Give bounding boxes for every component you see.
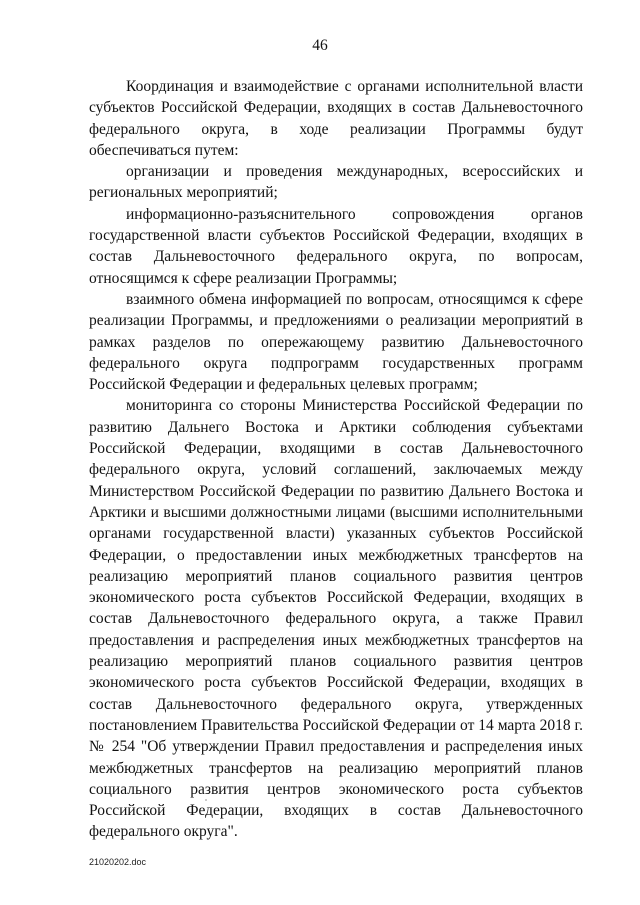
paragraph-information-support: информационно-разъяснительного сопровождения органов государственной власти субъектов Российской Федерации, входящих в состав Дальневосточного федерального округа, по вопросам, относящимся к сфере реализации Программы; [89,205,583,287]
document-body [89,76,583,843]
footer-filename: 21020202.doc [89,857,147,867]
scan-speck [205,799,207,801]
page-number: 46 [312,37,328,54]
paragraph-information-exchange: взаимного обмена информацией по вопросам, относящимся к сфере реализации Программы, и предложениями о реализации мероприятий в рамках разделов по опережающему развитию Дальневосточного федерального округа подпрограмм государственных программ Российской Федерации и федеральных целевых программ; [89,290,583,394]
paragraph-events: организации и проведения международных, всероссийских и региональных мероприятий; [89,163,583,202]
paragraph-monitoring: мониторинга со стороны Министерства Российской Федерации по развитию Дальнего Востока и Арктики соблюдения субъектами Российской Федерации, входящими в состав Дальневосточного федерального округа, условий соглашений, заключаемых между Министерством Российской Федерации по развитию Дальнего Востока и Арктики и высшими должностными лицами (высшими исполнительными органами государственной власти) указанных субъектов Российской Федерации, о предоставлении иных межбюджетных трансфертов на реализацию мероприятий планов социального развития центров экономического роста субъектов Российской Федерации, входящих в состав Дальневосточного федерального округа, а также Правил предоставления и распределения иных межбюджетных трансфертов на реализацию мероприятий планов социального развития центров экономического роста субъектов Российской Федерации, входящих в состав Дальневосточного федерального округа, утвержденных постановлением Правительства Российской Федерации от 14 марта 2018 г. № 254 "Об утверждении Правил предоставления и распределения иных межбюджетных трансфертов на реализацию мероприятий планов социального развития центров экономического роста субъектов Российской Федерации, входящих в состав Дальневосточного федерального округа". [89,397,583,841]
paragraph-intro: Координация и взаимодействие с органами исполнительной власти субъектов Российской Федерации, входящих в состав Дальневосточного федерального округа, в ходе реализации Программы будут обеспечиваться путем: [89,78,583,159]
